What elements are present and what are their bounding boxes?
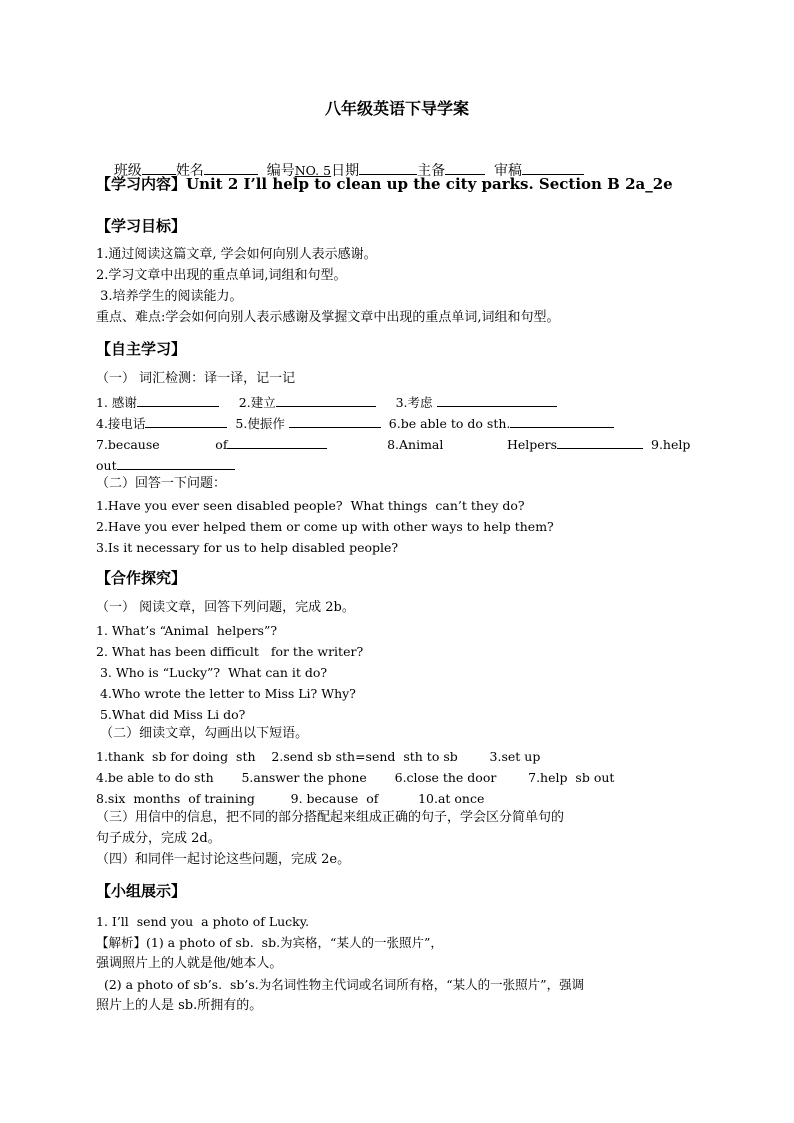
answer-blank[interactable]	[145, 415, 227, 428]
name-label: 姓名	[175, 163, 204, 180]
vocab-row-1	[96, 394, 557, 410]
date-label: 日期	[331, 163, 360, 180]
vocab-item: of	[215, 437, 228, 452]
answer-blank[interactable]	[557, 436, 643, 449]
review-blank[interactable]	[522, 162, 584, 175]
group-heading: 【小组展示】	[96, 882, 187, 900]
group-line: 照片上的人是 sb.所拥有的。	[96, 998, 263, 1013]
vocab-item: 3.考虑	[395, 395, 433, 410]
goal-line: 重点、难点:学会如何向别人表示感谢及掌握文章中出现的重点单词,词组和句型。	[96, 310, 560, 325]
vocab-item: out	[96, 458, 117, 473]
vocab-item: 4.接电话	[96, 416, 146, 431]
group-line: (2) a photo of sb’s. sb’s.为名词性物主代词或名词所有格，“某人的一张照片”，强调	[96, 977, 585, 992]
group-line: 强调照片上的人就是他/她本人。	[96, 956, 283, 971]
content-heading: 【学习内容】Unit 2 I’ll help to clean up the city parks. Section B 2a_2e	[96, 175, 673, 193]
vocab-item: Helpers	[506, 437, 558, 452]
question-line: 1.Have you ever seen disabled people? What things can’t they do?	[96, 498, 525, 513]
task-3-cont: 句子成分，完成 2d。	[96, 831, 221, 846]
name-blank[interactable]	[204, 162, 258, 175]
phrase-title: （二）细读文章，勾画出以下短语。	[96, 726, 309, 741]
vocab-row-3	[96, 436, 690, 452]
answer-blank[interactable]	[117, 457, 235, 470]
coop-heading: 【合作探究】	[96, 569, 187, 587]
vocab-item: 1. 感谢	[96, 395, 137, 410]
date-blank[interactable]	[359, 162, 417, 175]
number-label: 编号	[266, 163, 295, 180]
group-line: 1. I’ll send you a photo of Lucky.	[96, 914, 310, 929]
vocab-title: （一） 词汇检测：译一译，记一记	[96, 371, 296, 386]
read-question: 5.What did Miss Li do?	[96, 707, 246, 722]
read-question: 2. What has been difficult for the writer?	[96, 644, 364, 659]
vocab-item: 9.help	[651, 437, 691, 452]
vocab-item: 5.使振作	[235, 416, 285, 431]
number-value: NO. 5	[294, 163, 332, 179]
vocab-item: 8.Animal	[387, 437, 444, 452]
vocab-item: 7.because	[96, 437, 160, 452]
task-3: （三）用信中的信息，把不同的部分搭配起来组成正确的句子，学会区分简单句的	[96, 810, 565, 825]
lead-blank[interactable]	[445, 162, 485, 175]
answer-blank[interactable]	[289, 415, 381, 428]
review-label: 审稿	[493, 163, 522, 180]
question-line: 3.Is it necessary for us to help disabled people?	[96, 540, 399, 555]
read-question: 3. Who is “Lucky”? What can it do?	[96, 665, 328, 680]
answer-title: （二）回答一下问题：	[96, 476, 227, 491]
group-line: 【解析】(1) a photo of sb. sb.为宾格，“某人的一张照片”，	[96, 935, 443, 950]
read-question: 4.Who wrote the letter to Miss Li? Why?	[96, 686, 356, 701]
phrase-line: 1.thank sb for doing sth 2.send sb sth=send sth to sb 3.set up	[96, 749, 541, 764]
self-study-heading: 【自主学习】	[96, 340, 187, 358]
answer-blank[interactable]	[276, 394, 376, 407]
class-label: 班级	[113, 163, 142, 180]
lead-label: 主备	[417, 163, 446, 180]
goal-line: 1.通过阅读这篇文章, 学会如何向别人表示感谢。	[96, 247, 377, 262]
goals-heading: 【学习目标】	[96, 217, 187, 235]
phrase-line: 4.be able to do sth 5.answer the phone 6.close the door 7.help sb out	[96, 770, 615, 785]
page-title: 八年级英语下导学案	[324, 99, 469, 118]
vocab-row-2	[96, 415, 614, 431]
read-question: 1. What’s “Animal helpers”?	[96, 623, 278, 638]
answer-blank[interactable]	[510, 415, 614, 428]
vocab-item: 2.建立	[238, 395, 276, 410]
goal-line: 3.培养学生的阅读能力。	[96, 289, 243, 304]
phrase-line: 8.six months of training 9. because of 10.at once	[96, 791, 485, 806]
task-4: （四）和同伴一起讨论这些问题，完成 2e。	[96, 852, 351, 867]
vocab-item: 6.be able to do sth.	[388, 416, 511, 431]
goal-line: 2.学习文章中出现的重点单词,词组和句型。	[96, 268, 347, 283]
answer-blank[interactable]	[437, 394, 557, 407]
question-line: 2.Have you ever helped them or come up with other ways to help them?	[96, 519, 554, 534]
vocab-row-4	[96, 457, 235, 473]
answer-blank[interactable]	[227, 436, 327, 449]
read-title: （一） 阅读文章，回答下列问题，完成 2b。	[96, 600, 355, 615]
answer-blank[interactable]	[137, 394, 219, 407]
class-blank[interactable]	[142, 162, 176, 175]
